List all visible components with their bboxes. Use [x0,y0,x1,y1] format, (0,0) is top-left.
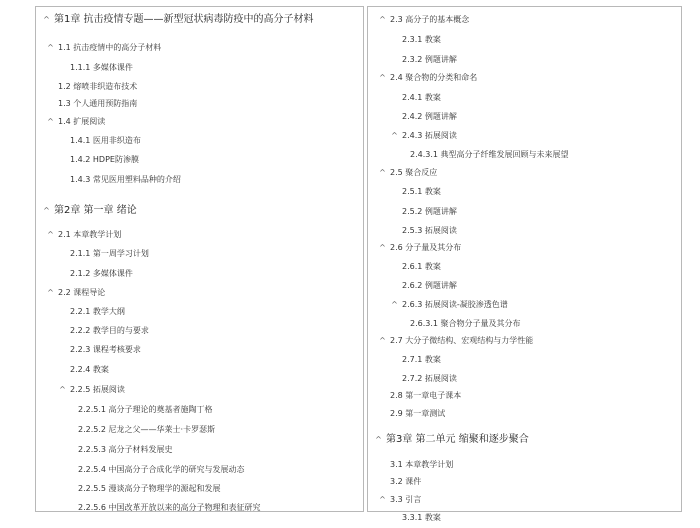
chevron-up-icon[interactable]: ^ [59,385,66,394]
toc-subsubsection-item[interactable] [36,401,363,419]
toc-item-label: 2.4.2 例题讲解 [402,112,457,121]
chevron-up-icon[interactable]: ^ [391,131,398,140]
toc-item-label: 2.2.5.1 高分子理论的奠基者施陶丁格 [78,405,213,414]
toc-subsection-item[interactable] [368,108,681,126]
toc-item-label: 2.8 第一章电子课本 [390,391,462,400]
toc-item-label: 2.2.1 教学大纲 [70,307,125,316]
toc-subsubsection-item[interactable] [36,421,363,439]
toc-subsection-item[interactable] [368,509,681,527]
toc-section-item[interactable] [36,95,363,113]
toc-subsubsection-item[interactable] [368,146,681,164]
toc-subsubsection-item[interactable] [368,315,681,333]
toc-subsubsection-item[interactable] [36,499,363,517]
toc-item-label: 第1章 抗击疫情专题——新型冠状病毒防疫中的高分子材料 [54,14,314,25]
chevron-up-icon[interactable]: ^ [47,288,54,297]
toc-item-label: 2.1 本章教学计划 [58,230,122,239]
toc-subsection-item[interactable] [368,258,681,276]
toc-item-label: 2.6 分子量及其分布 [390,243,462,252]
toc-item-label: 2.7.2 拓展阅读 [402,374,457,383]
toc-item-label: 3.3.1 教案 [402,513,441,522]
chevron-up-icon[interactable]: ^ [43,15,50,24]
toc-section-item[interactable] [36,284,363,302]
toc-item-label: 1.4 扩展阅读 [58,117,106,126]
toc-subsection-item[interactable] [36,381,363,399]
toc-subsection-item[interactable] [36,303,363,321]
toc-subsection-item[interactable] [36,59,363,77]
toc-subsection-item[interactable] [368,51,681,69]
toc-subsubsection-item[interactable] [36,480,363,498]
toc-item-label: 2.2.5.4 中国高分子合成化学的研究与发展动态 [78,465,245,474]
toc-subsection-item[interactable] [368,351,681,369]
toc-subsection-item[interactable] [368,370,681,388]
toc-section-item[interactable] [368,239,681,257]
toc-item-label: 2.6.3 拓展阅读-凝胶渗透色谱 [402,300,508,309]
toc-item-label: 2.6.3.1 聚合物分子量及其分布 [410,319,521,328]
chevron-up-icon[interactable]: ^ [379,495,386,504]
toc-item-label: 2.2.5 拓展阅读 [70,385,125,394]
toc-item-label: 1.3 个人通用预防指南 [58,99,138,108]
toc-item-label: 1.4.1 医用非织造布 [70,136,141,145]
chevron-up-icon[interactable]: ^ [43,206,50,215]
toc-section-item[interactable] [368,164,681,182]
toc-item-label: 2.5.2 例题讲解 [402,207,457,216]
left-toc-panel [35,6,364,512]
toc-item-label: 第2章 第一章 绪论 [54,205,137,216]
toc-item-label: 1.2 熔喷非织造布技术 [58,82,138,91]
toc-subsection-item[interactable] [36,245,363,263]
toc-section-item[interactable] [36,113,363,131]
toc-item-label: 3.3 引言 [390,495,422,504]
toc-item-label: 1.1 抗击疫情中的高分子材料 [58,43,162,52]
toc-item-label: 2.7 大分子微结构、宏观结构与力学性能 [390,336,534,345]
toc-section-item[interactable] [36,39,363,57]
toc-item-label: 2.2.5.2 尼龙之父——华莱士·卡罗瑟斯 [78,425,216,434]
toc-chapter-item[interactable] [36,202,363,220]
toc-subsection-item[interactable] [36,265,363,283]
toc-item-label: 2.1.1 第一周学习计划 [70,249,149,258]
chevron-up-icon[interactable]: ^ [47,117,54,126]
toc-subsection-item[interactable] [368,127,681,145]
toc-item-label: 1.4.3 常见医用塑料品种的介绍 [70,175,181,184]
toc-item-label: 1.1.1 多媒体课件 [70,63,133,72]
toc-item-label: 2.6.2 例题讲解 [402,281,457,290]
toc-section-item[interactable] [368,405,681,423]
right-toc-panel [367,6,682,522]
toc-section-item[interactable] [368,11,681,29]
chevron-up-icon[interactable]: ^ [379,168,386,177]
toc-subsection-item[interactable] [368,222,681,240]
toc-subsection-item[interactable] [36,171,363,189]
toc-section-item[interactable] [368,456,681,474]
toc-subsection-item[interactable] [36,341,363,359]
toc-subsubsection-item[interactable] [36,441,363,459]
toc-item-label: 2.5.3 拓展阅读 [402,226,457,235]
toc-item-label: 2.2.3 课程考核要求 [70,345,141,354]
chevron-up-icon[interactable]: ^ [47,43,54,52]
toc-subsection-item[interactable] [368,183,681,201]
chevron-up-icon[interactable]: ^ [379,243,386,252]
toc-section-item[interactable] [368,387,681,405]
toc-item-label: 2.4.3.1 典型高分子纤维发展回顾与未来展望 [410,150,569,159]
chevron-up-icon[interactable]: ^ [375,435,382,444]
toc-subsection-item[interactable] [36,322,363,340]
toc-section-item[interactable] [368,491,681,509]
toc-item-label: 2.3.2 例题讲解 [402,55,457,64]
toc-item-label: 2.2.5.6 中国改革开放以来的高分子物理和表征研究 [78,503,261,512]
toc-item-label: 2.4.3 拓展阅读 [402,131,457,140]
toc-item-label: 2.6.1 教案 [402,262,441,271]
chevron-up-icon[interactable]: ^ [379,336,386,345]
toc-subsection-item[interactable] [36,361,363,379]
toc-item-label: 3.1 本章教学计划 [390,460,454,469]
toc-subsection-item[interactable] [36,151,363,169]
toc-subsection-item[interactable] [368,277,681,295]
toc-item-label: 2.9 第一章测试 [390,409,446,418]
toc-item-label: 2.2.4 教案 [70,365,109,374]
toc-section-item[interactable] [36,226,363,244]
toc-item-label: 2.5.1 教案 [402,187,441,196]
toc-item-label: 1.4.2 HDPE防渗膜 [70,155,139,164]
toc-subsubsection-item[interactable] [36,461,363,479]
toc-item-label: 2.1.2 多媒体课件 [70,269,133,278]
toc-item-label: 2.7.1 教案 [402,355,441,364]
toc-item-label: 2.2.2 教学目的与要求 [70,326,149,335]
toc-subsection-item[interactable] [368,89,681,107]
toc-subsection-item[interactable] [368,296,681,314]
toc-section-item[interactable] [368,69,681,87]
toc-item-label: 2.3.1 教案 [402,35,441,44]
toc-item-label: 2.2 课程导论 [58,288,106,297]
toc-subsection-item[interactable] [36,132,363,150]
toc-item-label: 3.2 课件 [390,477,422,486]
chevron-up-icon[interactable]: ^ [391,300,398,309]
toc-chapter-item[interactable] [36,11,363,29]
chevron-up-icon[interactable]: ^ [47,230,54,239]
toc-chapter-item[interactable] [368,431,681,449]
chevron-up-icon[interactable]: ^ [379,15,386,24]
toc-section-item[interactable] [368,332,681,350]
toc-item-label: 第3章 第二单元 缩聚和逐步聚合 [386,434,529,445]
toc-subsection-item[interactable] [368,31,681,49]
toc-subsection-item[interactable] [368,203,681,221]
toc-item-label: 2.5 聚合反应 [390,168,438,177]
toc-item-label: 2.3 高分子的基本概念 [390,15,470,24]
toc-section-item[interactable] [36,78,363,96]
toc-item-label: 2.2.5.3 高分子材料发展史 [78,445,173,454]
toc-item-label: 2.4.1 教案 [402,93,441,102]
toc-item-label: 2.4 聚合物的分类和命名 [390,73,478,82]
chevron-up-icon[interactable]: ^ [379,73,386,82]
toc-section-item[interactable] [368,473,681,491]
toc-item-label: 2.2.5.5 漫谈高分子物理学的源起和发展 [78,484,221,493]
